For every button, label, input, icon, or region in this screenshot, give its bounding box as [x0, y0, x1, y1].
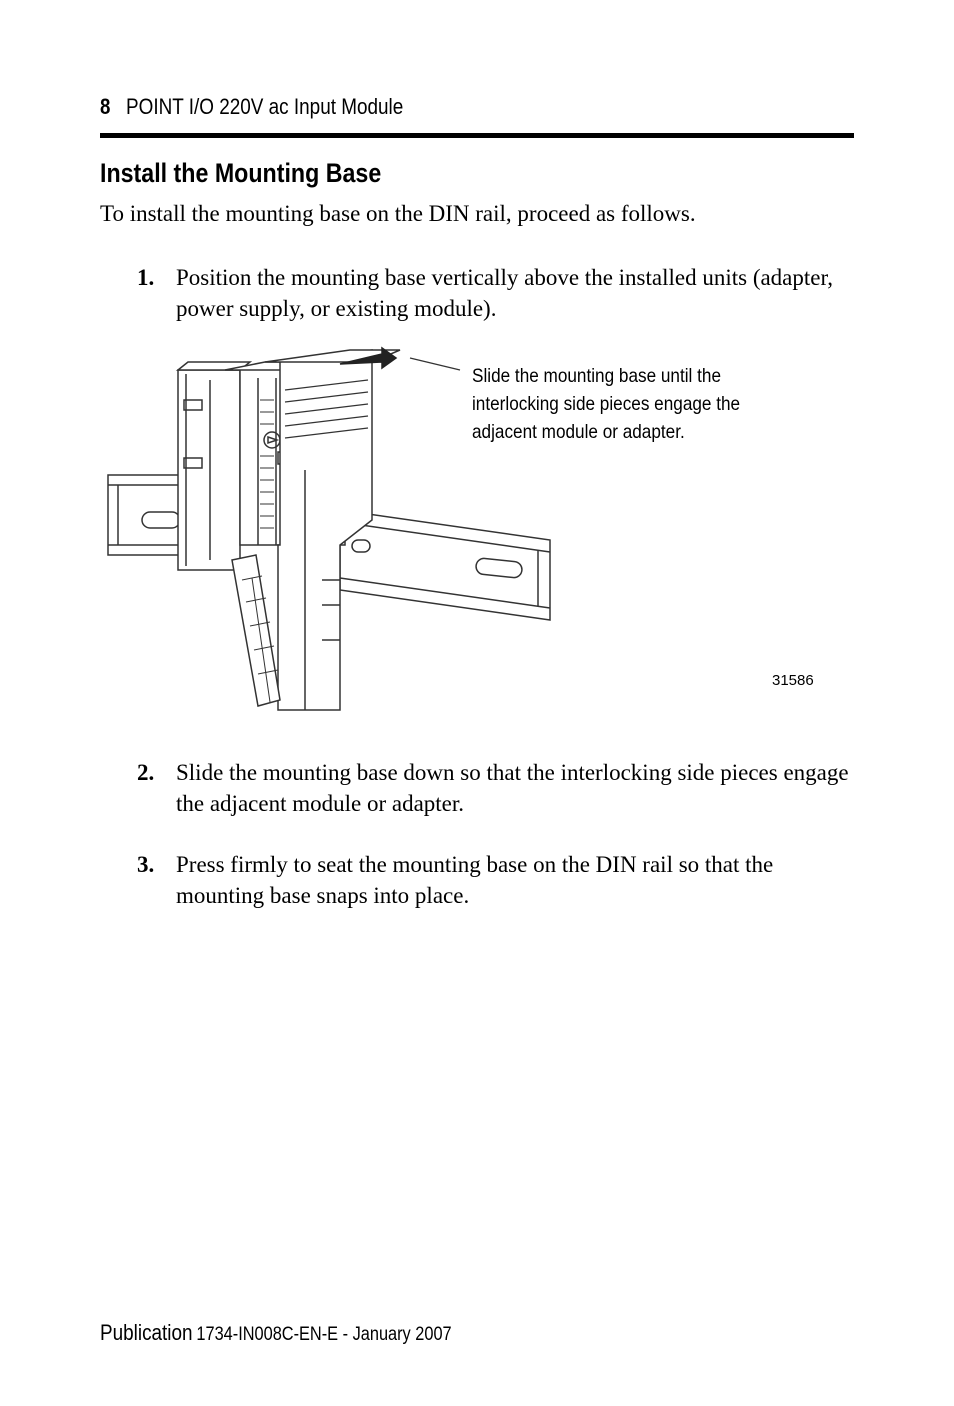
publication-id: 1734-IN008C-EN-E - January 2007: [196, 1324, 452, 1345]
header-rule: [100, 133, 854, 138]
step-number: 2.: [137, 760, 155, 785]
step-2: [137, 757, 857, 819]
section-heading: Install the Mounting Base: [100, 158, 382, 188]
figure-callout: Slide the mounting base until the interlocking side pieces engage the adjacent module or adapter.: [472, 365, 741, 443]
intro-paragraph: To install the mounting base on the DIN rail, proceed as follows.: [100, 201, 696, 226]
step-text: Position the mounting base vertically above the installed units (adapter, power supply, or existing module).: [176, 265, 833, 321]
step-number: 3.: [137, 852, 155, 877]
step-1: [137, 262, 857, 324]
page-footer: [100, 1320, 452, 1346]
page-title: POINT I/O 220V ac Input Module: [126, 94, 404, 119]
step-text: Press firmly to seat the mounting base on the DIN rail so that the mounting base snaps into place.: [176, 852, 774, 908]
page-number: 8: [100, 94, 111, 119]
mounting-base-figure: [100, 340, 860, 720]
page-header: [100, 94, 854, 124]
publication-label: Publication: [100, 1320, 193, 1345]
step-text: Slide the mounting base down so that the interlocking side pieces engage the adjacent module or adapter.: [176, 760, 849, 816]
figure-number: 31586: [772, 672, 814, 689]
step-number: 1.: [137, 265, 155, 290]
step-3: [137, 849, 857, 911]
